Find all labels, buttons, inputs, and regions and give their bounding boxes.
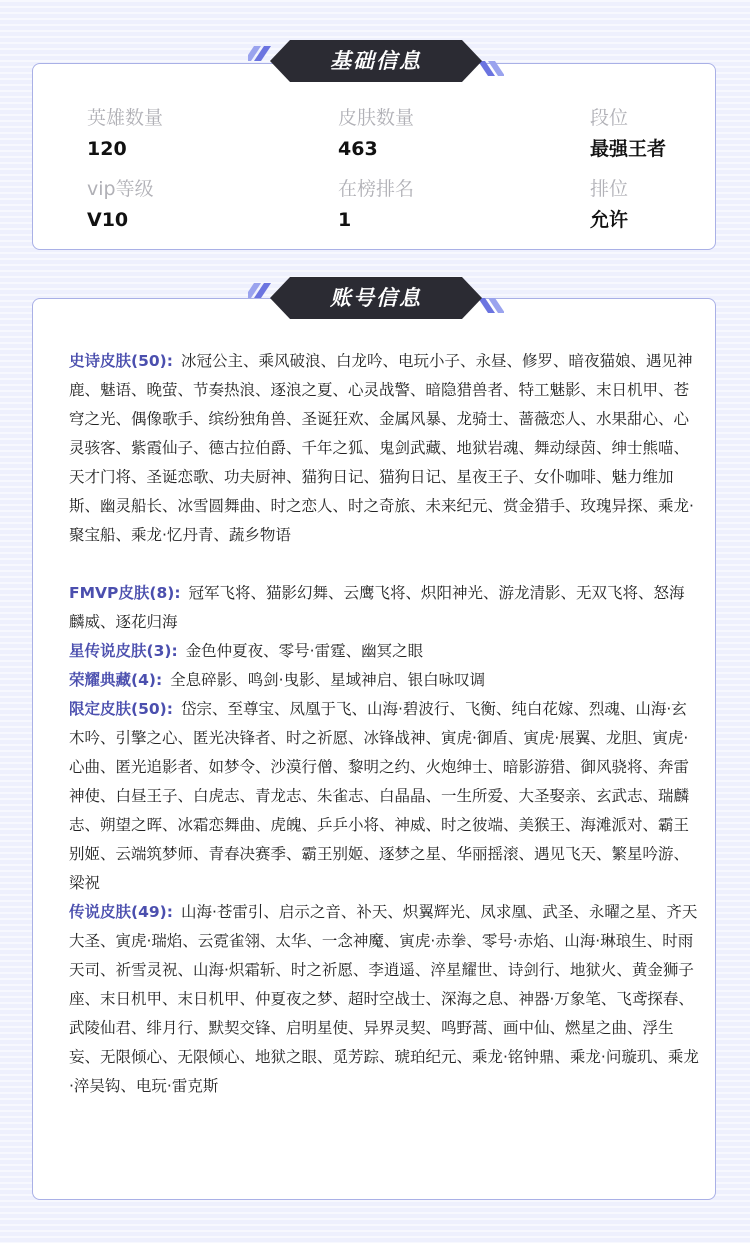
rank-label: 段位 [590,107,629,129]
position-value: 允许 [590,209,629,231]
skin-list [69,347,699,1101]
skin-group-epic [69,347,699,550]
rank-value: 最强王者 [590,138,667,160]
stat-skin-count [338,106,414,161]
stat-position [590,177,628,232]
leaderboard-label: 在榜排名 [338,178,415,200]
stat-vip [87,177,154,232]
stat-leaderboard [338,177,414,232]
skin-group-items: 金色仲夏夜、零号·雷霆、幽冥之眼 [185,642,424,660]
skin-group-title: 星传说皮肤(3): [69,642,178,660]
skin-group-title: 传说皮肤(49): [69,903,173,921]
skin-group-items: 全息碎影、鸣剑·曳影、星域神启、银白咏叹调 [170,671,486,689]
skin-group-title: FMVP皮肤(8): [69,584,181,602]
account-info-title: 账号信息 [330,286,422,310]
skin-group-title: 史诗皮肤(50): [69,352,173,370]
hero-count-label: 英雄数量 [87,107,164,129]
skin-group-items: 冰冠公主、乘风破浪、白龙吟、电玩小子、永昼、修罗、暗夜猫娘、遇见神鹿、魅语、晚萤、节奏热浪、逐浪之夏、心灵战警、暗隐猎兽者、特工魅影、末日机甲、苍穹之光、偶像歌手、缤纷独角兽、圣诞狂欢、金属风暴、龙骑士、蔷薇恋人、水果甜心、心灵骇客、紫霞仙子、德古拉伯爵、千年之狐、鬼剑武藏、地狱岩魂、舞动绿茵、绅士熊喵、天才门将、圣诞恋歌、功夫厨神、猫狗日记、猫狗日记、星夜王子、女仆咖啡、魅力维加斯、幽灵船长、冰雪圆舞曲、时之恋人、时之奇旅、未来纪元、赏金猎手、玫瑰异探、乘龙·聚宝船、乘龙·忆丹青、蔬乡物语 [69,352,694,544]
skin-group-items: 岱宗、至尊宝、凤凰于飞、山海·碧波行、飞衡、纯白花嫁、烈魂、山海·玄木吟、引擎之心、匿光决锋者、时之祈愿、冰锋战神、寅虎·御盾、寅虎·展翼、龙胆、寅虎·心曲、匿光追影者、如梦令、沙漠行僧、黎明之约、火炮绅士、暗影游猎、御风骁将、奔雷神使、白昼王子、白虎志、青龙志、朱雀志、白晶晶、一生所爱、大圣娶亲、玄武志、瑞麟志、朔望之晖、冰霜恋舞曲、虎魄、乒乒小将、神威、时之彼端、美猴王、海滩派对、霸王别姬、云端筑梦师、青春决赛季、霸王别姬、逐梦之星、华丽摇滚、遇见飞天、繁星吟游、梁祝 [69,700,690,892]
position-label: 排位 [590,178,629,200]
stat-rank [590,106,666,161]
skin-count-value: 463 [338,138,378,160]
skin-group-glory-collection [69,666,699,695]
section-banner-account [248,275,504,321]
basic-info-card [32,63,716,250]
basic-info-title: 基础信息 [330,49,422,73]
vip-label: vip等级 [87,178,154,200]
skin-group-title: 限定皮肤(50): [69,700,173,718]
skin-group-limited [69,695,699,898]
section-banner-basic [248,38,504,84]
skin-group-items: 冠军飞将、猫影幻舞、云鹰飞将、炽阳神光、游龙清影、无双飞将、怒海麟威、逐花归海 [69,584,685,631]
leaderboard-value: 1 [338,209,352,231]
account-info-card [32,298,716,1200]
skin-group-star-legend [69,637,699,666]
stat-hero-count [87,106,163,161]
skin-group-fmvp [69,579,699,637]
skin-group-items: 山海·苍雷引、启示之音、补天、炽翼辉光、凤求凰、武圣、永曜之星、齐天大圣、寅虎·瑞焰、云霓雀翎、太华、一念神魔、寅虎·赤拳、零号·赤焰、山海·琳琅生、时雨天司、祈雪灵祝、山海·炽霜斩、时之祈愿、李逍遥、淬星耀世、诗剑行、地狱火、黄金狮子座、末日机甲、末日机甲、仲夏夜之梦、超时空战士、深海之息、神器·万象笔、飞鸢探春、武陵仙君、绯月行、默契交锋、启明星使、异界灵契、鸣野蒿、画中仙、燃星之曲、浮生妄、无限倾心、无限倾心、地狱之眼、觅芳踪、琥珀纪元、乘龙·铭钟鼎、乘龙·问璇玑、乘龙·淬吴钩、电玩·雷克斯 [69,903,699,1095]
vip-value: V10 [87,209,129,231]
skin-group-title: 荣耀典藏(4): [69,671,163,689]
skin-count-label: 皮肤数量 [338,107,415,129]
hero-count-value: 120 [87,138,127,160]
skin-group-legend [69,898,699,1101]
